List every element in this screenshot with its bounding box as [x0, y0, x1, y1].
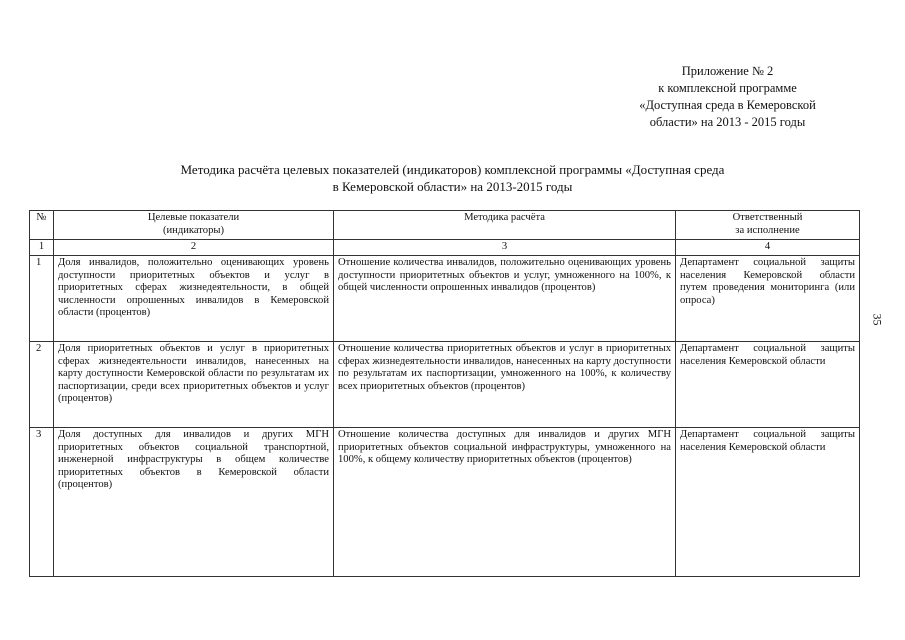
- header-indicators: [54, 211, 334, 240]
- row-indicator: Доля инвалидов, положительно оценивающих уровень доступности приоритетных объектов и услуг в приоритетных сферах жизнедеятельности, в общей численности опрошенных инвалидов в Кемеровской области (процентов): [54, 256, 334, 342]
- row-number: 1: [30, 256, 54, 342]
- row-responsible: Департамент социальной защиты населения Кемеровской области путем проведения мониторинга (или опроса): [676, 256, 860, 342]
- header-responsible-line-2: за исполнение: [735, 224, 800, 236]
- row-method: Отношение количества инвалидов, положительно оценивающих уровень доступности приоритетных объектов и услуг, умноженного на 100%, к общей численности опрошенных инвалидов (процентов): [334, 256, 676, 342]
- row-responsible: Департамент социальной защиты населения Кемеровской области: [676, 428, 860, 577]
- header-method: Методика расчёта: [334, 211, 676, 240]
- header-responsible-line-1: Ответственный: [732, 212, 803, 223]
- row-number: 2: [30, 342, 54, 428]
- appendix-line-3: «Доступная среда в Кемеровской: [639, 98, 816, 112]
- appendix-line-4: области» на 2013 - 2015 годы: [649, 115, 806, 129]
- column-index-cell: 1: [30, 240, 54, 256]
- table-row: [30, 428, 860, 577]
- row-indicator: Доля доступных для инвалидов и других МГН приоритетных объектов социальной транспортной, инженерной инфраструктуры в общем количестве приоритетных объектов в Кемеровской области (процентов): [54, 428, 334, 577]
- row-responsible: Департамент социальной защиты населения Кемеровской области: [676, 342, 860, 428]
- appendix-line-1: Приложение № 2: [681, 64, 774, 78]
- table-row: [30, 256, 860, 342]
- appendix-header: [600, 63, 855, 131]
- column-index-row: [30, 240, 860, 256]
- indicators-table: [29, 210, 860, 577]
- header-number: №: [30, 211, 54, 240]
- header-responsible: [676, 211, 860, 240]
- column-index-cell: 2: [54, 240, 334, 256]
- header-indicators-line-1: Целевые показатели: [147, 212, 240, 223]
- table-header-row: [30, 211, 860, 240]
- appendix-line-2: к комплексной программе: [658, 81, 797, 95]
- column-index-cell: 4: [676, 240, 860, 256]
- table-row: [30, 342, 860, 428]
- row-number: 3: [30, 428, 54, 577]
- title-line-1: Методика расчёта целевых показателей (индикаторов) комплексной программы «Доступная среда: [180, 162, 725, 177]
- header-indicators-line-2: (индикаторы): [162, 224, 225, 236]
- page-number: 35: [870, 313, 885, 326]
- title-line-2: в Кемеровской области» на 2013-2015 годы: [332, 179, 573, 194]
- row-method: Отношение количества доступных для инвалидов и других МГН приоритетных объектов социальной инфраструктуры, умноженного на 100%, к общему количеству приоритетных объектов (процентов): [334, 428, 676, 577]
- column-index-cell: 3: [334, 240, 676, 256]
- row-indicator: Доля приоритетных объектов и услуг в приоритетных сферах жизнедеятельности инвалидов, нанесенных на карту доступности Кемеровской области по результатам их паспортизации, среди всех приоритетных объектов и услуг (процентов): [54, 342, 334, 428]
- row-method: Отношение количества приоритетных объектов и услуг в приоритетных сферах жизнедеятельности инвалидов, нанесенных на карту доступности по результатам их паспортизации, умноженного на 100%, к количеству всех приоритетных объектов (процентов): [334, 342, 676, 428]
- document-title: [40, 161, 865, 195]
